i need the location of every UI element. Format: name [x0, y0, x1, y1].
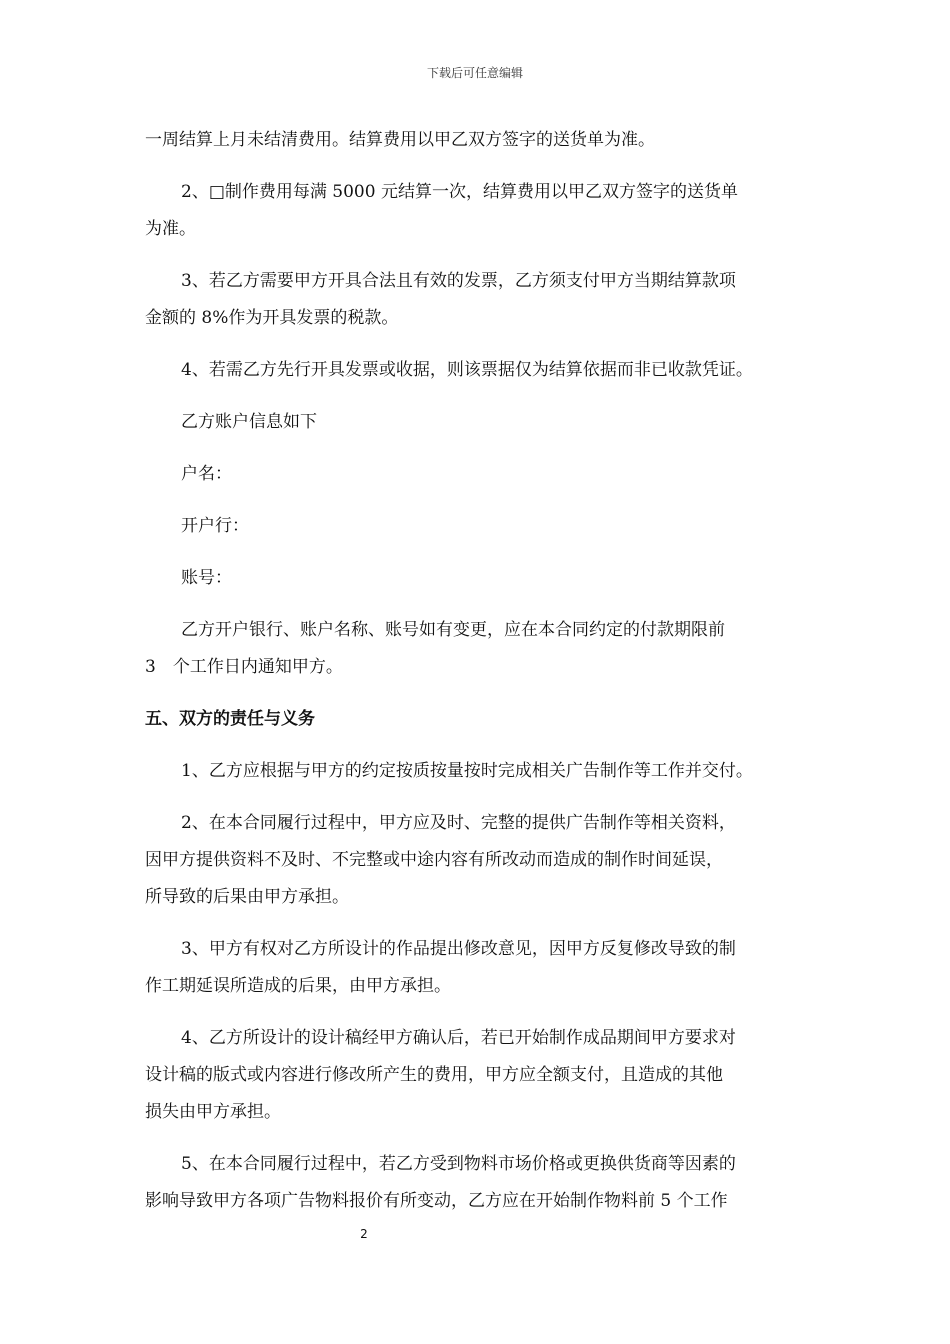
text-line: 一周结算上月未结清费用。结算费用以甲乙双方签字的送货单为准。 [145, 130, 655, 150]
paragraph-account-change [145, 612, 825, 686]
text-line: 1、乙方应根据与甲方的约定按质按量按时完成相关广告制作等工作并交付。 [181, 761, 753, 781]
clause-5 [145, 1146, 825, 1220]
field-account-name [145, 456, 825, 493]
text-line: 3、若乙方需要甲方开具合法且有效的发票，乙方须支付甲方当期结算款项 [181, 271, 736, 291]
text-line: 户名： [181, 464, 232, 484]
text-line: 乙方账户信息如下 [181, 412, 317, 432]
paragraph-invoice-tax [145, 263, 825, 337]
text-line: 因甲方提供资料不及时、不完整或中途内容有所改动而造成的制作时间延误， [145, 850, 723, 870]
text-line: 2、□制作费用每满 5000 元结算一次，结算费用以甲乙双方签字的送货单 [181, 182, 738, 202]
clause-2 [145, 805, 825, 916]
document-body [145, 122, 825, 1235]
paragraph-receipt [145, 352, 825, 389]
text-line: 2、在本合同履行过程中，甲方应及时、完整的提供广告制作等相关资料， [181, 813, 736, 833]
text-line: 3 个工作日内通知甲方。 [145, 657, 343, 677]
text-line: 金额的 8%作为开具发票的税款。 [145, 308, 399, 328]
text-line: 影响导致甲方各项广告物料报价有所变动，乙方应在开始制作物料前 5 个工作 [145, 1191, 728, 1211]
clause-4 [145, 1020, 825, 1131]
text-line: 损失由甲方承担。 [145, 1102, 281, 1122]
paragraph-settlement-monthly [145, 122, 825, 159]
clause-1 [145, 753, 825, 790]
text-line: 3、甲方有权对乙方所设计的作品提出修改意见，因甲方反复修改导致的制 [181, 939, 736, 959]
text-line: 开户行： [181, 516, 249, 536]
text-line: 5、在本合同履行过程中，若乙方受到物料市场价格或更换供货商等因素的 [181, 1154, 736, 1174]
text-line: 为准。 [145, 219, 196, 239]
field-account-number [145, 560, 825, 597]
text-line: 4、若需乙方先行开具发票或收据，则该票据仅为结算依据而非已收款凭证。 [181, 360, 753, 380]
paragraph-settlement-5000 [145, 174, 825, 248]
section-title: 五、双方的责任与义务 [145, 709, 315, 729]
text-line: 账号： [181, 568, 232, 588]
field-bank [145, 508, 825, 545]
text-line: 所导致的后果由甲方承担。 [145, 887, 349, 907]
text-line: 作工期延误所造成的后果，由甲方承担。 [145, 976, 451, 996]
text-line: 乙方开户银行、账户名称、账号如有变更，应在本合同约定的付款期限前 [181, 620, 725, 640]
paragraph-account-info [145, 404, 825, 441]
page-number: 2 [360, 1227, 368, 1241]
text-line: 4、乙方所设计的设计稿经甲方确认后，若已开始制作成品期间甲方要求对 [181, 1028, 736, 1048]
text-line: 设计稿的版式或内容进行修改所产生的费用，甲方应全额支付，且造成的其他 [145, 1065, 723, 1085]
page-header: 下载后可任意编辑 [426, 66, 523, 80]
clause-3 [145, 931, 825, 1005]
